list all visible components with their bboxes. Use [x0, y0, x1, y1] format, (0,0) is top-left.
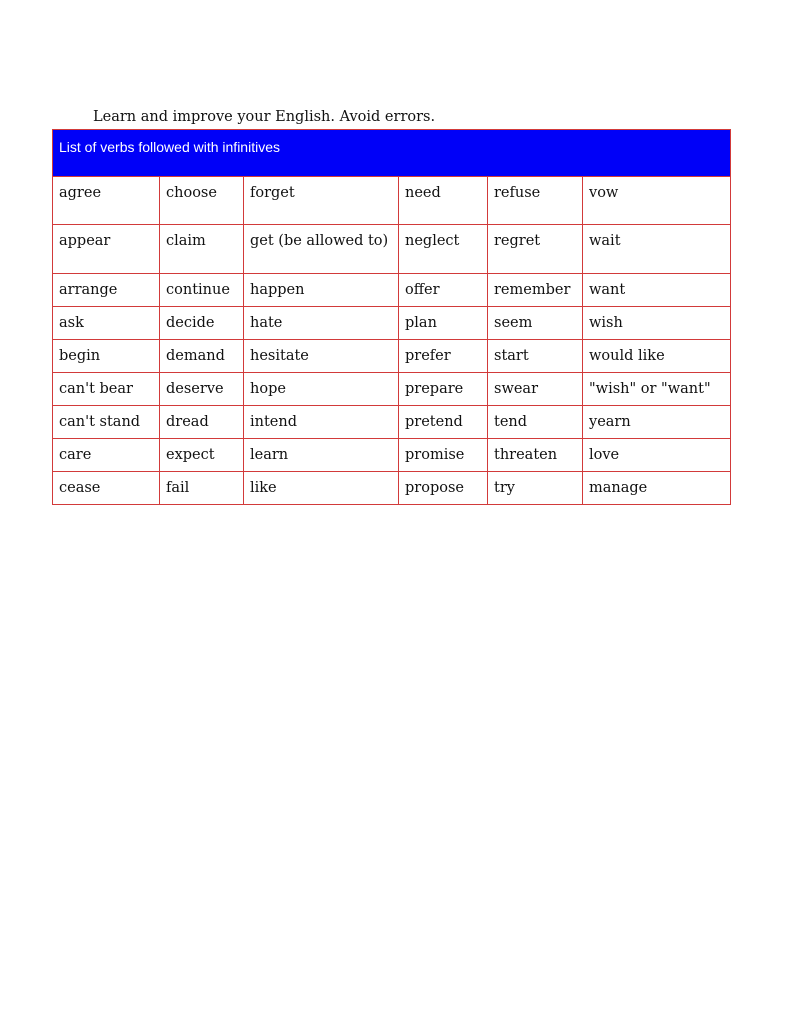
- table-cell: claim: [160, 225, 244, 274]
- table-cell: hesitate: [244, 340, 399, 373]
- table-cell: promise: [399, 439, 488, 472]
- table-cell: propose: [399, 472, 488, 505]
- table-cell: manage: [583, 472, 731, 505]
- table-cell: fail: [160, 472, 244, 505]
- table-cell: dread: [160, 406, 244, 439]
- table-cell: like: [244, 472, 399, 505]
- table-cell: demand: [160, 340, 244, 373]
- table-cell: prefer: [399, 340, 488, 373]
- table-row: [53, 373, 731, 406]
- table-cell: arrange: [53, 274, 160, 307]
- table-cell: refuse: [488, 177, 583, 225]
- table-cell: deserve: [160, 373, 244, 406]
- table-row: [53, 439, 731, 472]
- table-cell: prepare: [399, 373, 488, 406]
- table-cell: agree: [53, 177, 160, 225]
- table-row: [53, 340, 731, 373]
- table-cell: regret: [488, 225, 583, 274]
- verb-infinitive-table: [52, 129, 731, 505]
- table-cell: pretend: [399, 406, 488, 439]
- table-row: [53, 406, 731, 439]
- table-cell: swear: [488, 373, 583, 406]
- table-cell: love: [583, 439, 731, 472]
- table-cell: remember: [488, 274, 583, 307]
- table-cell: "wish" or "want": [583, 373, 731, 406]
- intro-text: Learn and improve your English. Avoid errors.: [93, 109, 436, 125]
- table-cell: seem: [488, 307, 583, 340]
- table-cell: get (be allowed to): [244, 225, 399, 274]
- table-cell: begin: [53, 340, 160, 373]
- table-cell: appear: [53, 225, 160, 274]
- table-cell: need: [399, 177, 488, 225]
- table-cell: decide: [160, 307, 244, 340]
- table-cell: vow: [583, 177, 731, 225]
- table-cell: tend: [488, 406, 583, 439]
- table-cell: intend: [244, 406, 399, 439]
- table-cell: happen: [244, 274, 399, 307]
- table-header-row: [53, 130, 731, 177]
- verb-table-body: [53, 130, 731, 505]
- table-cell: neglect: [399, 225, 488, 274]
- table-cell: expect: [160, 439, 244, 472]
- table-cell: can't bear: [53, 373, 160, 406]
- table-cell: continue: [160, 274, 244, 307]
- table-cell: choose: [160, 177, 244, 225]
- table-header-title: List of verbs followed with infinitives: [53, 130, 731, 177]
- table-cell: hope: [244, 373, 399, 406]
- table-cell: yearn: [583, 406, 731, 439]
- table-cell: ask: [53, 307, 160, 340]
- table-cell: cease: [53, 472, 160, 505]
- table-cell: try: [488, 472, 583, 505]
- table-cell: want: [583, 274, 731, 307]
- table-cell: wait: [583, 225, 731, 274]
- table-cell: threaten: [488, 439, 583, 472]
- table-row: [53, 307, 731, 340]
- table-cell: can't stand: [53, 406, 160, 439]
- table-row: [53, 225, 731, 274]
- table-cell: would like: [583, 340, 731, 373]
- table-row: [53, 274, 731, 307]
- table-row: [53, 472, 731, 505]
- table-cell: hate: [244, 307, 399, 340]
- table-cell: forget: [244, 177, 399, 225]
- table-cell: plan: [399, 307, 488, 340]
- table-cell: offer: [399, 274, 488, 307]
- table-cell: care: [53, 439, 160, 472]
- table-row: [53, 177, 731, 225]
- table-cell: start: [488, 340, 583, 373]
- table-cell: wish: [583, 307, 731, 340]
- table-cell: learn: [244, 439, 399, 472]
